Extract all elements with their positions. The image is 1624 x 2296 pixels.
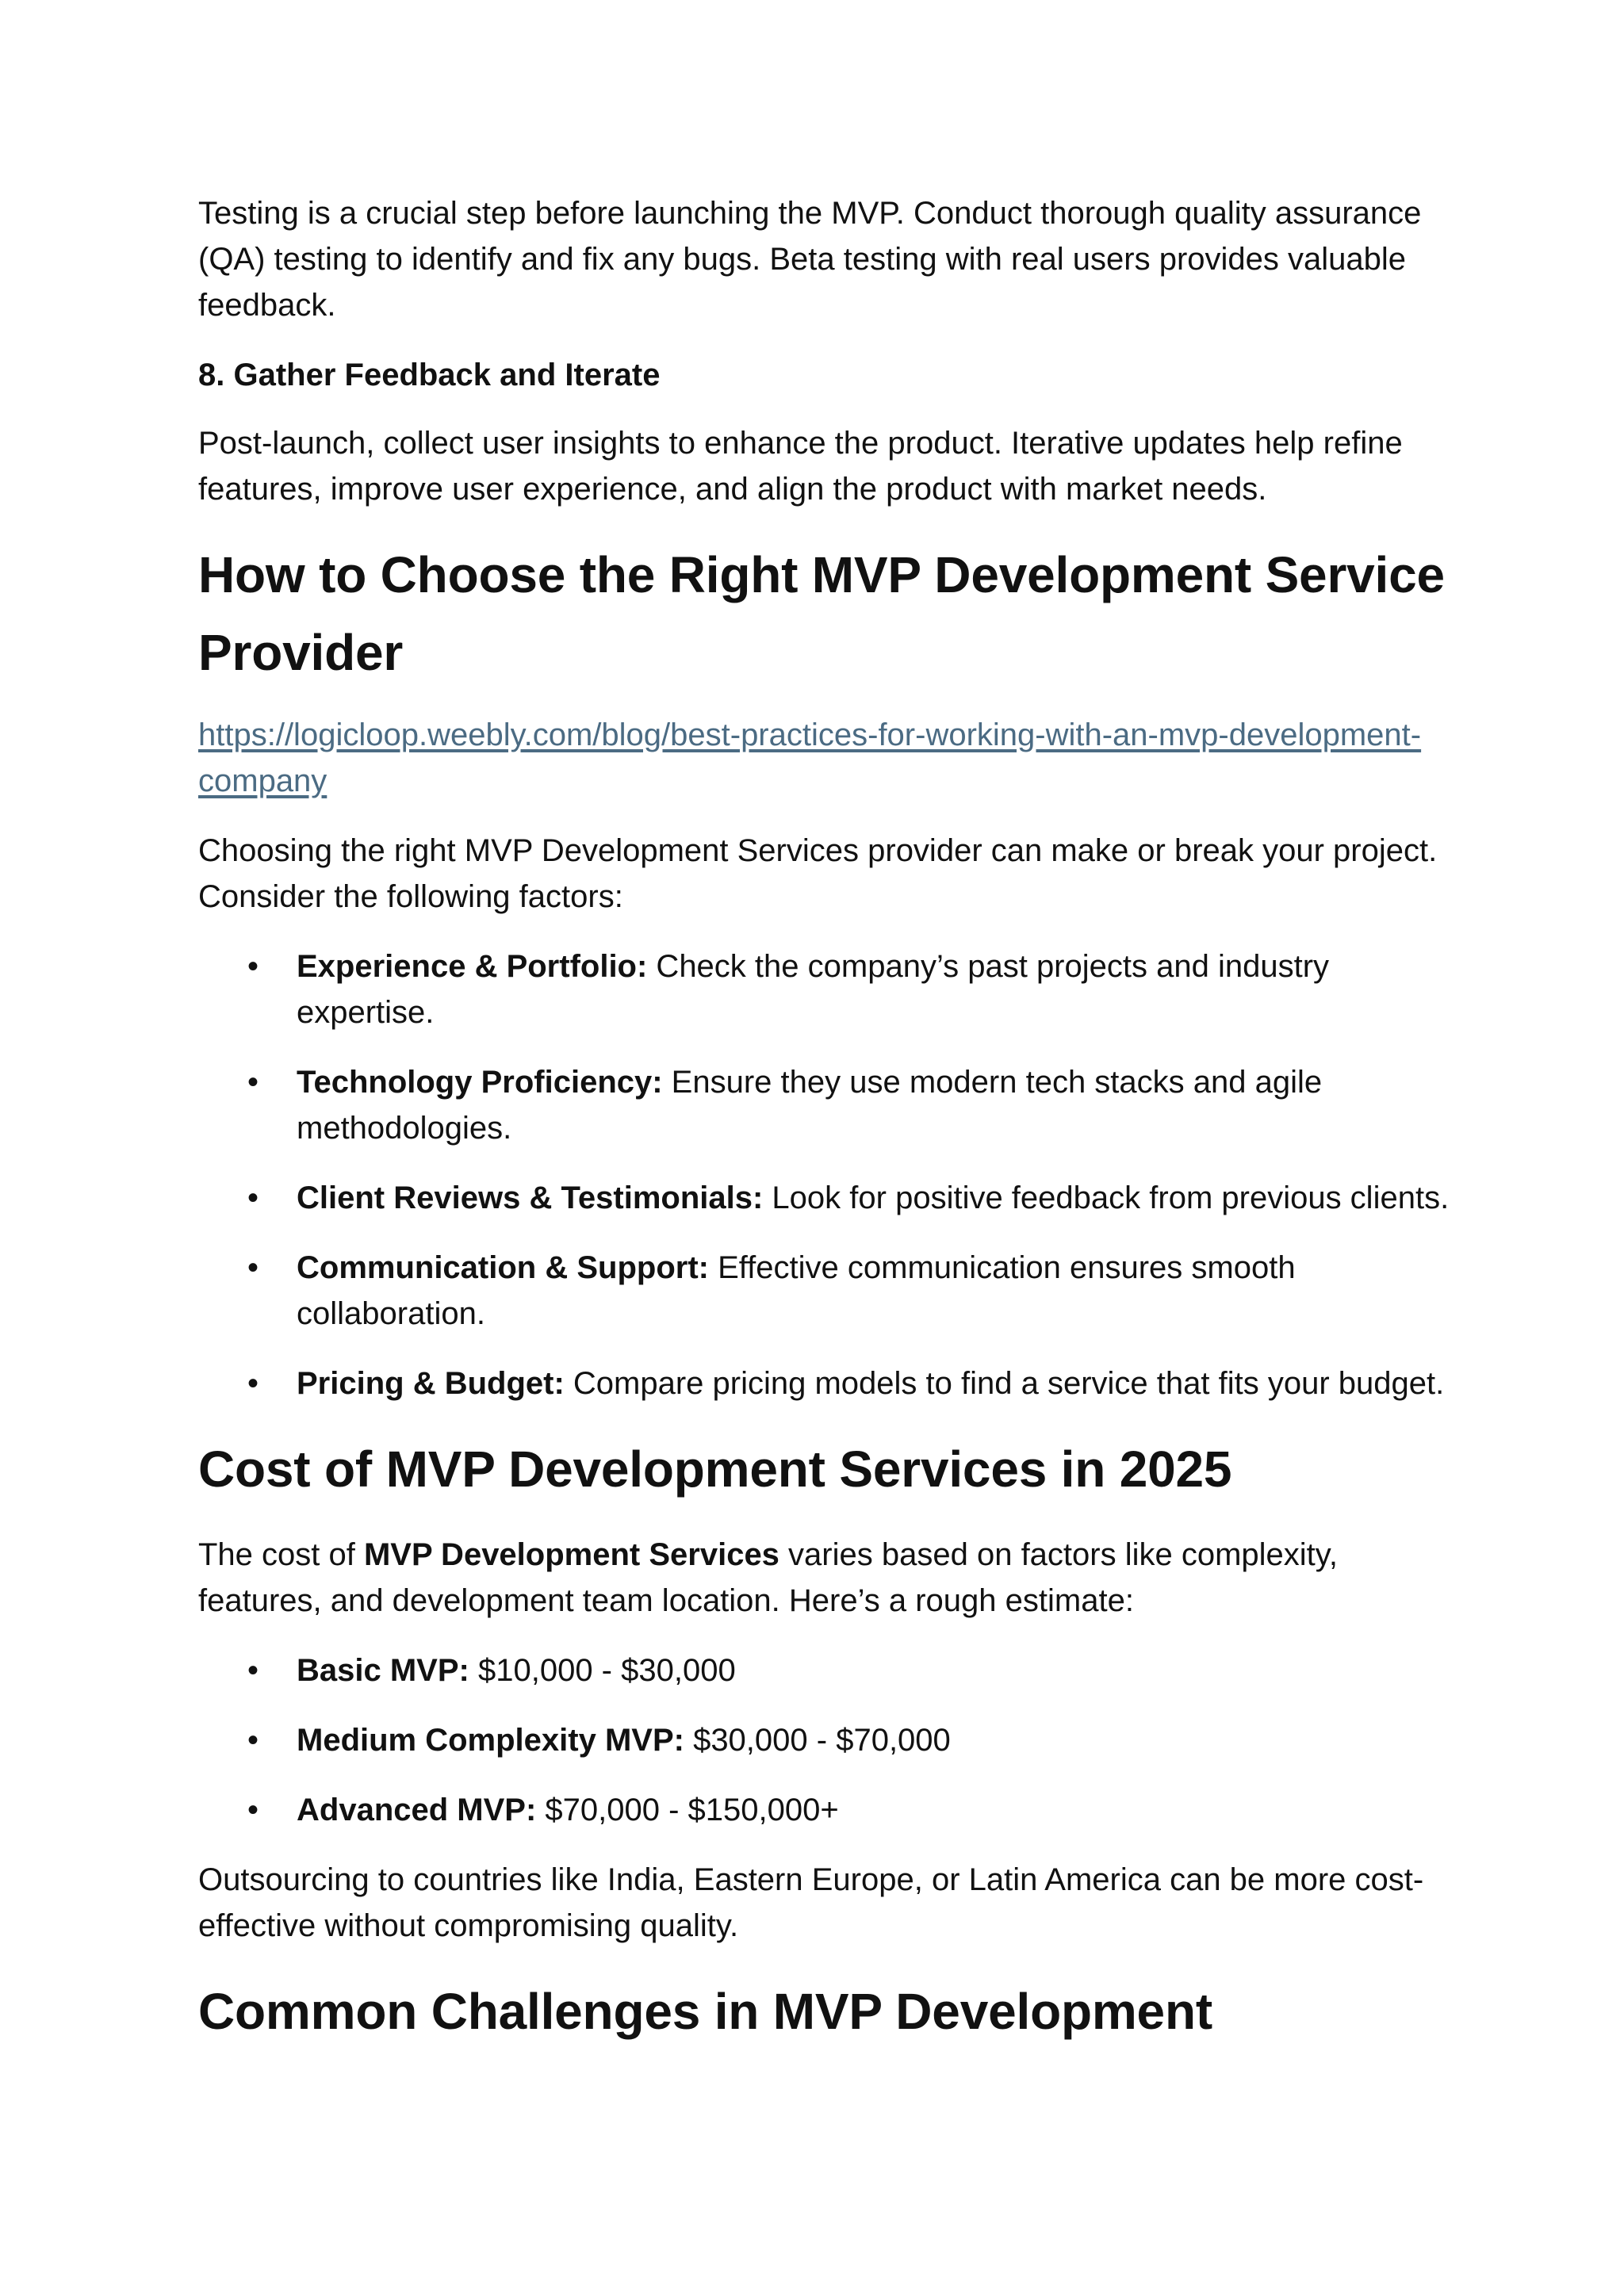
tier-label: Medium Complexity MVP: xyxy=(297,1723,684,1758)
tier-label: Advanced MVP: xyxy=(297,1793,537,1827)
factor-label: Technology Proficiency: xyxy=(297,1065,663,1100)
list-item xyxy=(198,1787,1451,1833)
tier-label: Basic MVP: xyxy=(297,1653,469,1688)
bullet-icon: • xyxy=(247,1181,259,1215)
choose-provider-heading: How to Choose the Right MVP Development Service Provider xyxy=(198,546,1445,681)
list-item xyxy=(198,1647,1451,1693)
cost-tiers-list xyxy=(198,1647,1451,1833)
bullet-icon: • xyxy=(247,1653,259,1688)
list-item xyxy=(198,1059,1451,1151)
factor-text: Look for positive feedback from previous clients. xyxy=(763,1181,1450,1215)
list-item xyxy=(198,1175,1451,1221)
factors-list xyxy=(198,943,1451,1406)
choose-provider-paragraph: Choosing the right MVP Development Services provider can make or break your project. Consider the following factors: xyxy=(198,833,1438,914)
tier-range: $30,000 - $70,000 xyxy=(684,1723,951,1758)
factor-text: Effective communication ensures smooth collaboration. xyxy=(297,1250,1296,1331)
bullet-icon: • xyxy=(247,1065,259,1100)
step8-heading: 8. Gather Feedback and Iterate xyxy=(198,358,661,392)
factor-label: Communication & Support: xyxy=(297,1250,709,1285)
bullet-icon: • xyxy=(247,1793,259,1827)
bullet-icon: • xyxy=(247,1723,259,1758)
factor-label: Experience & Portfolio: xyxy=(297,949,648,984)
list-item xyxy=(198,1717,1451,1763)
step8-paragraph: Post-launch, collect user insights to enhance the product. Iterative updates help refine features, improve user experience, and align the product with market needs. xyxy=(198,426,1403,507)
cost-heading: Cost of MVP Development Services in 2025 xyxy=(198,1441,1232,1498)
factor-text: Check the company’s past projects and industry expertise. xyxy=(297,949,1330,1030)
factor-text: Compare pricing models to find a service that fits your budget. xyxy=(564,1366,1445,1401)
bullet-icon: • xyxy=(247,1250,259,1285)
document-page xyxy=(198,190,1451,2050)
list-item xyxy=(198,1360,1451,1406)
cost-text-before: The cost of xyxy=(198,1537,364,1572)
outsourcing-paragraph: Outsourcing to countries like India, Eastern Europe, or Latin America can be more cost-effective without compromising quality. xyxy=(198,1862,1424,1943)
cost-paragraph xyxy=(198,1532,1451,1624)
challenges-heading: Common Challenges in MVP Development xyxy=(198,1983,1212,2040)
blog-link[interactable]: https://logicloop.weebly.com/blog/best-practices-for-working-with-an-mvp-development-company xyxy=(198,718,1422,798)
intro-paragraph: Testing is a crucial step before launching the MVP. Conduct thorough quality assurance (QA) testing to identify and fix any bugs. Beta testing with real users provides valuable feedback. xyxy=(198,196,1422,323)
cost-text-bold: MVP Development Services xyxy=(363,1537,779,1572)
tier-range: $10,000 - $30,000 xyxy=(469,1653,736,1688)
factor-label: Pricing & Budget: xyxy=(297,1366,565,1401)
list-item xyxy=(198,943,1451,1035)
factor-label: Client Reviews & Testimonials: xyxy=(297,1181,764,1215)
tier-range: $70,000 - $150,000+ xyxy=(536,1793,839,1827)
cost-text-after: varies based on factors like complexity, features, and development team location. Here’s a rough estimate: xyxy=(198,1537,1338,1618)
list-item xyxy=(198,1245,1451,1337)
bullet-icon: • xyxy=(247,1366,259,1401)
factor-text: Ensure they use modern tech stacks and agile methodologies. xyxy=(297,1065,1323,1146)
bullet-icon: • xyxy=(247,949,259,984)
